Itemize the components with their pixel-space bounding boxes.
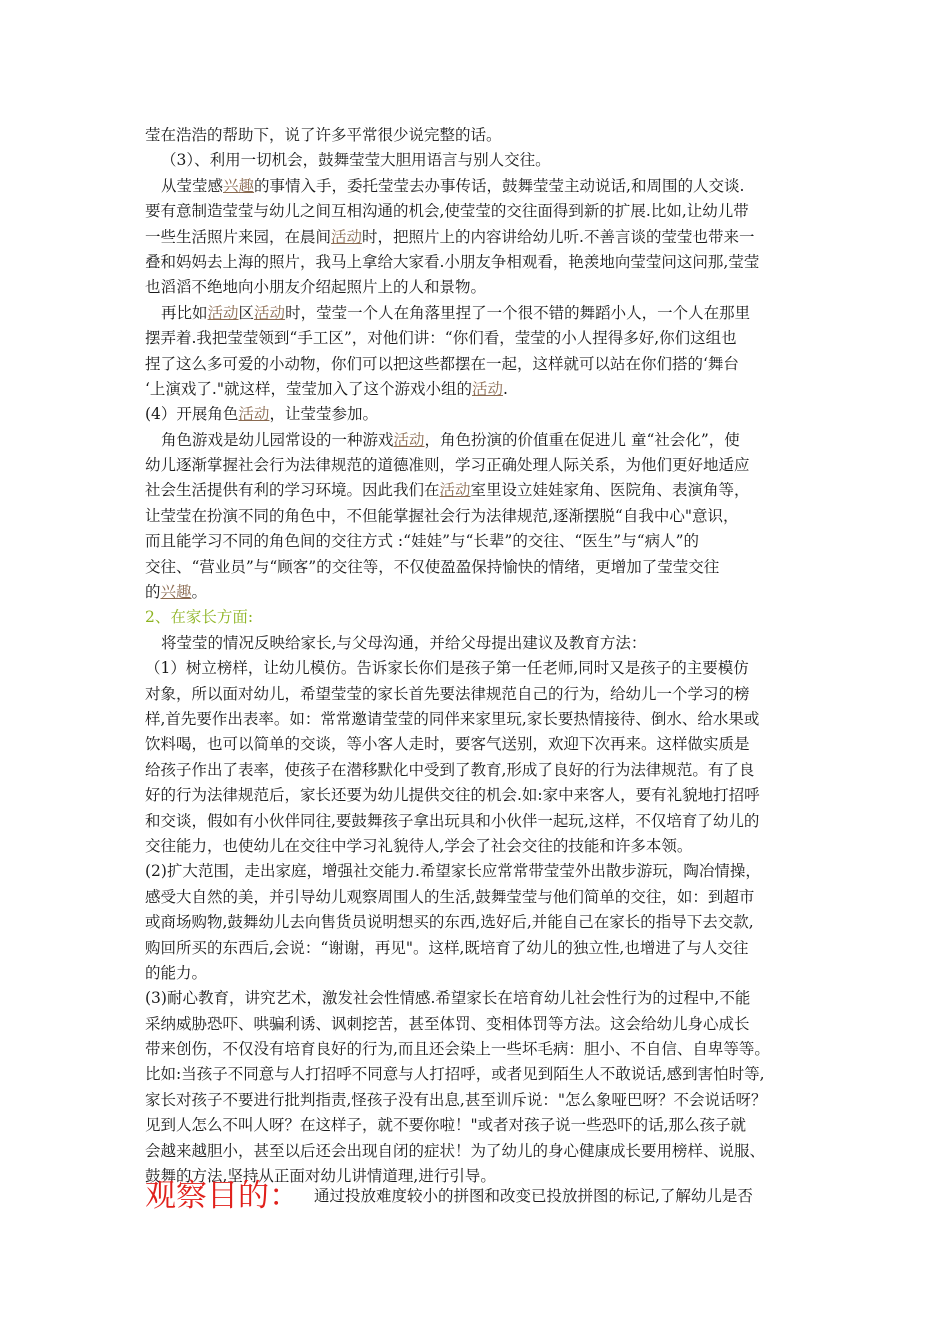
text-line <box>145 859 825 884</box>
text-line <box>145 656 825 681</box>
text-line <box>145 910 825 935</box>
keyword-link[interactable]: 兴趣 <box>223 176 255 195</box>
text-segment: 见到人怎么不叫人呀？在这样子，就不要你啦！"或者对孩子说一些恐吓的话,那么孩子就 <box>145 1116 747 1135</box>
text-line <box>145 885 825 910</box>
text-segment: （1）树立榜样，让幼儿模仿。告诉家长你们是孩子第一任老师,同时又是孩子的主要模仿 <box>145 659 749 678</box>
text-line <box>145 732 825 757</box>
keyword-link[interactable]: 活动 <box>254 303 286 322</box>
text-line <box>145 631 825 656</box>
text-segment: 。 <box>191 583 208 602</box>
text-segment: (2)扩大范围，走出家庭，增强社交能力.希望家长应常常带莹莹外出散步游玩，陶冶情操， <box>145 862 761 881</box>
keyword-link[interactable]: 活动 <box>238 405 270 424</box>
text-segment: (3)耐心教育，讲究艺术，激发社会性情感.希望家长在培育幼儿社会性行为的过程中,不能 <box>145 989 751 1008</box>
text-segment: 对象，所以面对幼儿，希望莹莹的家长首先要法律规范自己的行为，给幼儿一个学习的榜 <box>145 684 750 703</box>
text-segment: 也滔滔不绝地向小朋友介绍起照片上的人和景物。 <box>145 278 487 297</box>
text-segment: 要有意制造莹莹与幼儿之间互相沟通的机会,使莹莹的交往面得到新的扩展.比如,让幼儿带 <box>145 202 749 221</box>
text-line <box>145 148 825 173</box>
text-segment: 时，莹莹一个人在角落里捏了一个很不错的舞蹈小人，一个人在那里 <box>285 303 751 322</box>
text-segment: ‘上演戏了."就这样，莹莹加入了这个游戏小组的 <box>145 379 472 398</box>
text-line <box>145 1139 825 1164</box>
text-segment: 一些生活照片来园，在晨间 <box>145 227 332 246</box>
text-line <box>145 529 825 554</box>
text-line <box>145 1088 825 1113</box>
keyword-link[interactable]: 活动 <box>439 481 471 500</box>
observation-purpose-text: 通过投放难度较小的拼图和改变已投放拼图的标记,了解幼儿是否 <box>314 1187 753 1205</box>
text-segment: . <box>503 379 508 398</box>
text-segment: 给孩子作出了表率，使孩子在潜移默化中受到了教育,形成了良好的行为法律规范。有了良 <box>145 760 755 779</box>
text-segment: (4）开展角色 <box>145 405 239 424</box>
text-segment: 让莹莹在扮演不同的角色中，不但能掌握社会行为法律规范,逐渐摆脱“自我中心"意识， <box>145 506 739 525</box>
text-segment: 角色游戏是幼儿园常设的一种游戏 <box>161 430 394 449</box>
text-segment: 的 <box>145 583 161 602</box>
observation-purpose-heading: 观察目的： <box>145 1178 300 1214</box>
text-segment: ，让莹莹参加。 <box>269 405 378 424</box>
text-line <box>145 250 825 275</box>
text-segment: 饮料喝，也可以简单的交谈，等小客人走时，要客气送别，欢迎下次再来。这样做实质是 <box>145 735 750 754</box>
keyword-link[interactable]: 活动 <box>472 379 504 398</box>
text-line <box>145 301 825 326</box>
keyword-link[interactable]: 兴趣 <box>160 583 192 602</box>
text-segment: 会越来越胆小，甚至以后还会出现自闭的症状！为了幼儿的身心健康成长要用榜样、说服、 <box>145 1141 766 1160</box>
text-line <box>145 555 825 580</box>
text-segment: 样,首先要作出表率。如：常常邀请莹莹的同伴来家里玩,家长要热情接待、倒水、给水果或 <box>145 709 760 728</box>
text-segment: 鼓舞的方法,坚持从正面对幼儿讲情道理,进行引导。 <box>145 1167 496 1186</box>
text-line <box>145 1062 825 1087</box>
text-segment: 幼儿逐渐掌握社会行为法律规范的道德准则，学习正确处理人际关系，为他们更好地适应 <box>145 456 750 475</box>
text-segment: 社会生活提供有利的学习环境。因此我们在 <box>145 481 440 500</box>
text-segment: 从莹莹感 <box>161 176 224 195</box>
text-segment: 比如:当孩子不同意与人打招呼不同意与人打招呼，或者见到陌生人不敢说话,感到害怕时等, <box>145 1065 765 1084</box>
text-line <box>145 352 825 377</box>
text-segment: 2、在家长方面: <box>145 608 254 627</box>
text-line <box>145 402 825 427</box>
text-line <box>145 783 825 808</box>
text-line <box>145 809 825 834</box>
text-segment: 将莹莹的情况反映给家长,与父母沟通，并给父母提出建议及教育方法： <box>161 633 647 652</box>
document-body <box>145 123 825 1189</box>
text-line <box>145 986 825 1011</box>
text-line <box>145 834 825 859</box>
text-line <box>145 326 825 351</box>
text-line <box>145 758 825 783</box>
text-segment: 室里设立娃娃家角、医院角、表演角等， <box>470 481 750 500</box>
text-segment: 的事情入手，委托莹莹去办事传话，鼓舞莹莹主动说话,和周围的人交谈. <box>254 176 745 195</box>
text-line <box>145 275 825 300</box>
text-segment: 莹在浩浩的帮助下，说了许多平常很少说完整的话。 <box>145 126 502 144</box>
text-line <box>145 936 825 961</box>
observation-purpose-row <box>145 1172 845 1220</box>
text-line <box>145 377 825 402</box>
text-segment: 好的行为法律规范后，家长还要为幼儿提供交往的机会.如:家中来客人，要有礼貌地打招呼 <box>145 786 760 805</box>
text-segment: ，角色扮演的价值重在促进儿 童“社会化”，使 <box>424 430 740 449</box>
text-segment: 时，把照片上的内容讲给幼儿听.不善言谈的莹莹也带来一 <box>362 227 755 246</box>
text-segment: 感受大自然的美，并引导幼儿观察周围人的生活,鼓舞莹莹与他们简单的交往，如：到超市 <box>145 887 755 906</box>
text-segment: 叠和妈妈去上海的照片，我马上拿给大家看.小朋友争相观看，艳羡地向莹莹问这问那,莹莹 <box>145 252 760 271</box>
text-segment: 交往、“营业员”与“顾客”的交往等，不仅使盈盈保持愉快的情绪，更增加了莹莹交往 <box>145 557 720 576</box>
keyword-link[interactable]: 活动 <box>393 430 425 449</box>
text-line <box>145 504 825 529</box>
text-line <box>145 1113 825 1138</box>
text-segment: （3）、利用一切机会，鼓舞莹莹大胆用语言与别人交往。 <box>161 151 551 170</box>
text-line <box>145 199 825 224</box>
text-line <box>145 453 825 478</box>
text-segment: 交往能力，也使幼儿在交往中学习礼貌待人,学会了社会交往的技能和许多本领。 <box>145 836 693 855</box>
keyword-link[interactable]: 活动 <box>207 303 239 322</box>
text-line <box>145 428 825 453</box>
text-segment: 带来创伤，不仅没有培育良好的行为,而且还会染上一些坏毛病：胆小、不自信、自卑等等。 <box>145 1040 770 1059</box>
text-line <box>145 682 825 707</box>
section-heading <box>145 605 825 630</box>
keyword-link[interactable]: 活动 <box>331 227 363 246</box>
text-line <box>145 961 825 986</box>
text-line <box>145 580 825 605</box>
text-line <box>145 225 825 250</box>
text-line <box>145 707 825 732</box>
text-segment: 而且能学习不同的角色间的交往方式 :“娃娃”与“长辈”的交往、“医生”与“病人”的 <box>145 532 700 551</box>
text-segment: 家长对孩子不要进行批判指责,怪孩子没有出息,甚至训斥说："怎么象哑巴呀？不会说话呀？ <box>145 1090 767 1109</box>
text-line <box>145 174 825 199</box>
text-segment: 采纳威胁恐吓、哄骗利诱、讽刺挖苦，甚至体罚、变相体罚等方法。这会给幼儿身心成长 <box>145 1014 750 1033</box>
text-segment: 或商场购物,鼓舞幼儿去向售货员说明想买的东西,选好后,并能自己在家长的指导下去交款, <box>145 913 754 932</box>
text-segment: 和交谈，假如有小伙伴同往,要鼓舞孩子拿出玩具和小伙伴一起玩,这样，不仅培育了幼儿的 <box>145 811 760 830</box>
text-segment: 区 <box>238 303 255 322</box>
text-segment: 购回所买的东西后,会说：“谢谢，再见"。这样,既培育了幼儿的独立性,也增进了与人交往 <box>145 938 749 957</box>
text-line <box>145 123 825 148</box>
text-line <box>145 1037 825 1062</box>
text-segment: 捏了这么多可爱的小动物，你们可以把这些都摆在一起，这样就可以站在你们搭的‘舞台 <box>145 354 739 373</box>
text-segment: 摆弄着.我把莹莹领到“手工区”，对他们讲：“你们看，莹莹的小人捏得多好,你们这组也 <box>145 329 737 348</box>
text-line <box>145 1012 825 1037</box>
text-segment: 的能力。 <box>145 963 208 982</box>
text-segment: 再比如 <box>161 303 208 322</box>
text-line <box>145 478 825 503</box>
